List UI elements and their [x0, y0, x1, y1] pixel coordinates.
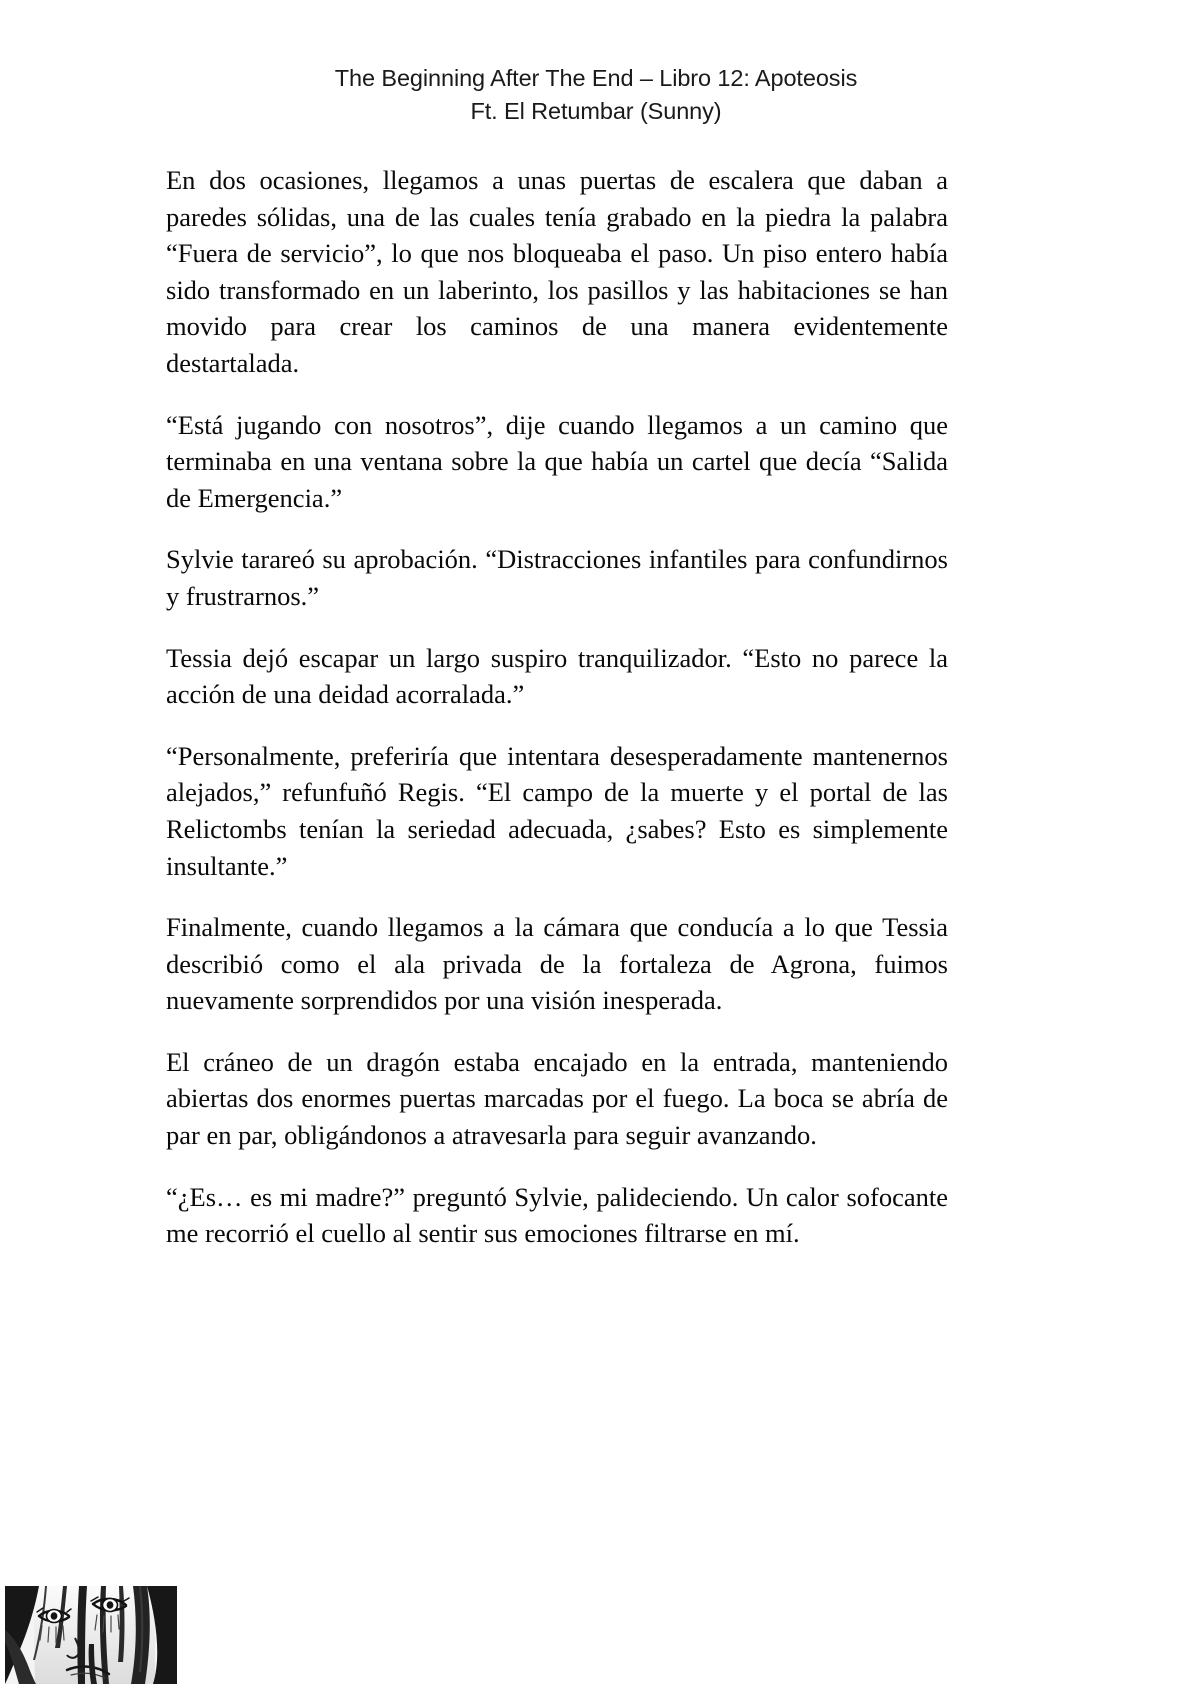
paragraph: Finalmente, cuando llegamos a la cámara que conducía a lo que Tessia describió como el ala privada de la fortaleza de Agrona, fuimos nuevamente sorprendidos por una visión inesperada. [166, 912, 948, 1016]
paragraph: El cráneo de un dragón estaba encajado en la entrada, manteniendo abiertas dos enormes puertas marcadas por el fuego. La boca se abría de par en par, obligándonos a atravesarla para seguir avanzando. [166, 1046, 948, 1151]
manga-face-illustration [5, 1586, 177, 1684]
paragraph: Tessia dejó escapar un largo suspiro tranquilizador. “Esto no parece la acción de una deidad acorralada.” [166, 642, 948, 710]
paragraph: Sylvie tarareó su aprobación. “Distracciones infantiles para confundirnos y frustrarnos.” [166, 544, 948, 611]
header-title-line: The Beginning After The End – Libro 12: Apoteosis [334, 65, 858, 91]
body-text-column [166, 162, 948, 1252]
paragraph: “Está jugando con nosotros”, dije cuando llegamos a un camino que terminaba en una ventana sobre la que había un cartel que decía “Salida de Emergencia.” [166, 409, 948, 513]
paragraph: En dos ocasiones, llegamos a unas puertas de escalera que daban a paredes sólidas, una de las cuales tenía grabado en la piedra la palabra “Fuera de servicio”, lo que nos bloqueaba el paso. Un piso entero había sido transformado en un laberinto, los pasillos y las habitaciones se han movido para crear los caminos de una manera evidentemente destartalada. [166, 165, 948, 378]
document-header [0, 62, 1192, 129]
paragraph: “Personalmente, preferiría que intentara desesperadamente mantenernos alejados,” refunfuñó Regis. “El campo de la muerte y el portal de las Relictombs tenían la seriedad adecuada, ¿sabes? Esto es simplemente insultante.” [166, 740, 948, 881]
paragraph: “¿Es… es mi madre?” preguntó Sylvie, palideciendo. Un calor sofocante me recorrió el cuello al sentir sus emociones filtrarse en mí. [166, 1181, 948, 1249]
header-subtitle-line: Ft. El Retumbar (Sunny) [470, 98, 722, 125]
